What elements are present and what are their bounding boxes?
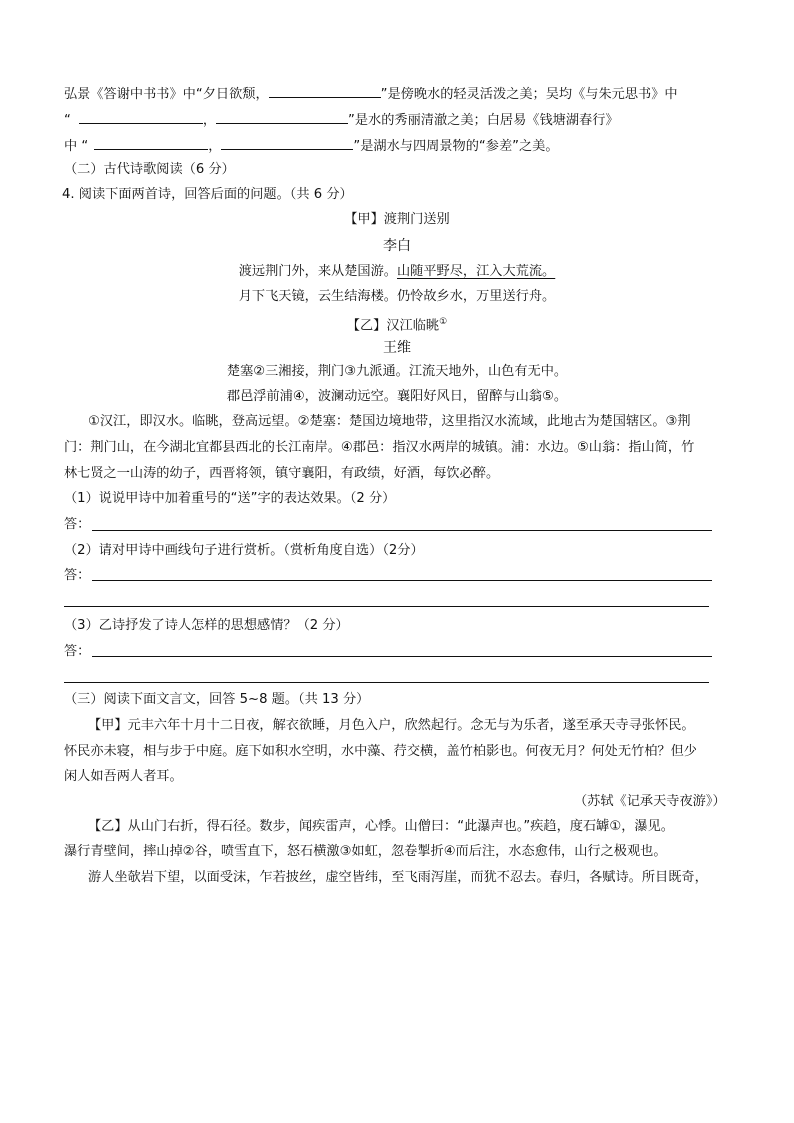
poem-b-author: 王维 (383, 340, 411, 356)
fill-in-text: ”是水的秀丽清澈之美；白居易《钱塘湖春行》 (348, 113, 619, 128)
poem-b-title-text: 【乙】汉江临眺 (346, 318, 440, 334)
fill-in-text: 中 “ (64, 139, 89, 154)
answer-blank[interactable] (79, 110, 203, 124)
fill-in-line-2 (64, 110, 619, 131)
fill-in-text: ”是傍晚水的轻灵活泼之美；吴均《与朱元思书》中 (380, 87, 678, 102)
notes-line: 林七贤之一山涛的幼子，西晋将领，镇守襄阳，有政绩，好酒，每饮必醉。 (64, 466, 500, 481)
section-heading: （二）古代诗歌阅读（6 分） (64, 162, 235, 177)
notes-line: 门：荆门山，在今湖北宜都县西北的长江南岸。④郡邑：指汉水两岸的城镇。浦：水边。⑤山翁：指山简，竹 (64, 440, 695, 455)
fill-in-text: “ (64, 113, 71, 128)
fill-in-line-3 (64, 136, 559, 157)
passage-yi-line: 瀑行青壁间，摔山掉②谷，喷雪直下，怒石横激③如虹，忽卷掣折④而后注，水态愈伟，山行之极观也。 (64, 844, 667, 859)
answer-label: 答： (64, 517, 91, 532)
fill-in-text: ”是湖水与四周景物的“参差”之美。 (353, 139, 559, 154)
question-2: （2）请对甲诗中画线句子进行赏析。（赏析角度自选）（2分） (64, 543, 424, 558)
passage-jia-line: 怀民亦未寝，相与步于中庭。庭下如积水空明，水中藻、荇交横，盖竹柏影也。何夜无月？何处无竹柏？但少 (64, 744, 697, 759)
answer-line[interactable] (92, 656, 712, 657)
answer-line[interactable] (92, 580, 712, 581)
answer-blank[interactable] (269, 84, 381, 98)
passage-jia-line: 闲人如吾两人者耳。 (64, 769, 183, 784)
answer-blank[interactable] (221, 136, 353, 150)
underlined-poem-text: 山随平野尽，江入大荒流。 (397, 264, 556, 279)
section-heading: （三）阅读下面文言文，回答 5~8 题。（共 13 分） (64, 692, 370, 707)
passage-yi-line: 【乙】从山门右折，得石径。数步，闻疾雷声，心悸。山僧曰：“此瀑声也。”疾趋，度石罅①，瀑见。 (88, 819, 674, 834)
fill-in-text: ， (208, 139, 222, 154)
answer-blank[interactable] (216, 110, 348, 124)
passage-jia-line: 【甲】元丰六年十月十二日夜，解衣欲睡，月色入户，欣然起行。念无与为乐者，遂至承天寺寻张怀民。 (88, 718, 695, 733)
poem-a-title: 【甲】渡荆门送别 (344, 212, 450, 227)
poem-b-title (0, 312, 794, 336)
poem-a-line-2: 月下飞天镜，云生结海楼。仍怜故乡水，万里送行舟。 (238, 289, 556, 304)
question-1: （1）说说甲诗中加着重号的“送”字的表达效果。（2 分） (64, 491, 396, 506)
poem-b-line-1: 楚塞②三湘接，荆门③九派通。江流天地外，山色有无中。 (226, 364, 568, 379)
answer-line[interactable] (92, 530, 712, 531)
poem-a-author: 李白 (383, 238, 411, 254)
footnote-marker: ① (439, 317, 448, 327)
answer-line[interactable] (64, 606, 709, 607)
passage-source: （苏轼《记承天寺夜游》） (574, 794, 726, 809)
answer-label: 答： (64, 568, 91, 583)
fill-in-text: 弘景《答谢中书书》中“夕日欲颓， (64, 87, 269, 102)
answer-label: 答： (64, 644, 91, 659)
notes-line: ①汉江，即汉水。临眺，登高远望。②楚塞：楚国边境地带，这里指汉水流域，此地古为楚国辖区。③荆 (88, 414, 691, 429)
fill-in-text: ， (202, 113, 217, 128)
fill-in-line-1 (64, 84, 678, 105)
question-4-prompt: 4. 阅读下面两首诗，回答后面的问题。（共 6 分） (62, 187, 353, 202)
question-3: （3）乙诗抒发了诗人怎样的思想感情？（2 分） (64, 618, 349, 633)
poem-b-line-2: 郡邑浮前浦④，波澜动远空。襄阳好风日，留醉与山翁⑤。 (226, 389, 568, 404)
poem-a-line-1 (0, 262, 794, 282)
answer-line[interactable] (64, 682, 709, 683)
poem-text: 渡远荆门外，来从楚国游。 (238, 264, 397, 279)
answer-blank[interactable] (94, 136, 208, 150)
passage-yi-line: 游人坐欹岩下望，以面受沫，乍若披丝，虚空皆纬，至飞雨泻崖，而犹不忍去。春归，各赋诗。所目既奇， (88, 870, 708, 885)
